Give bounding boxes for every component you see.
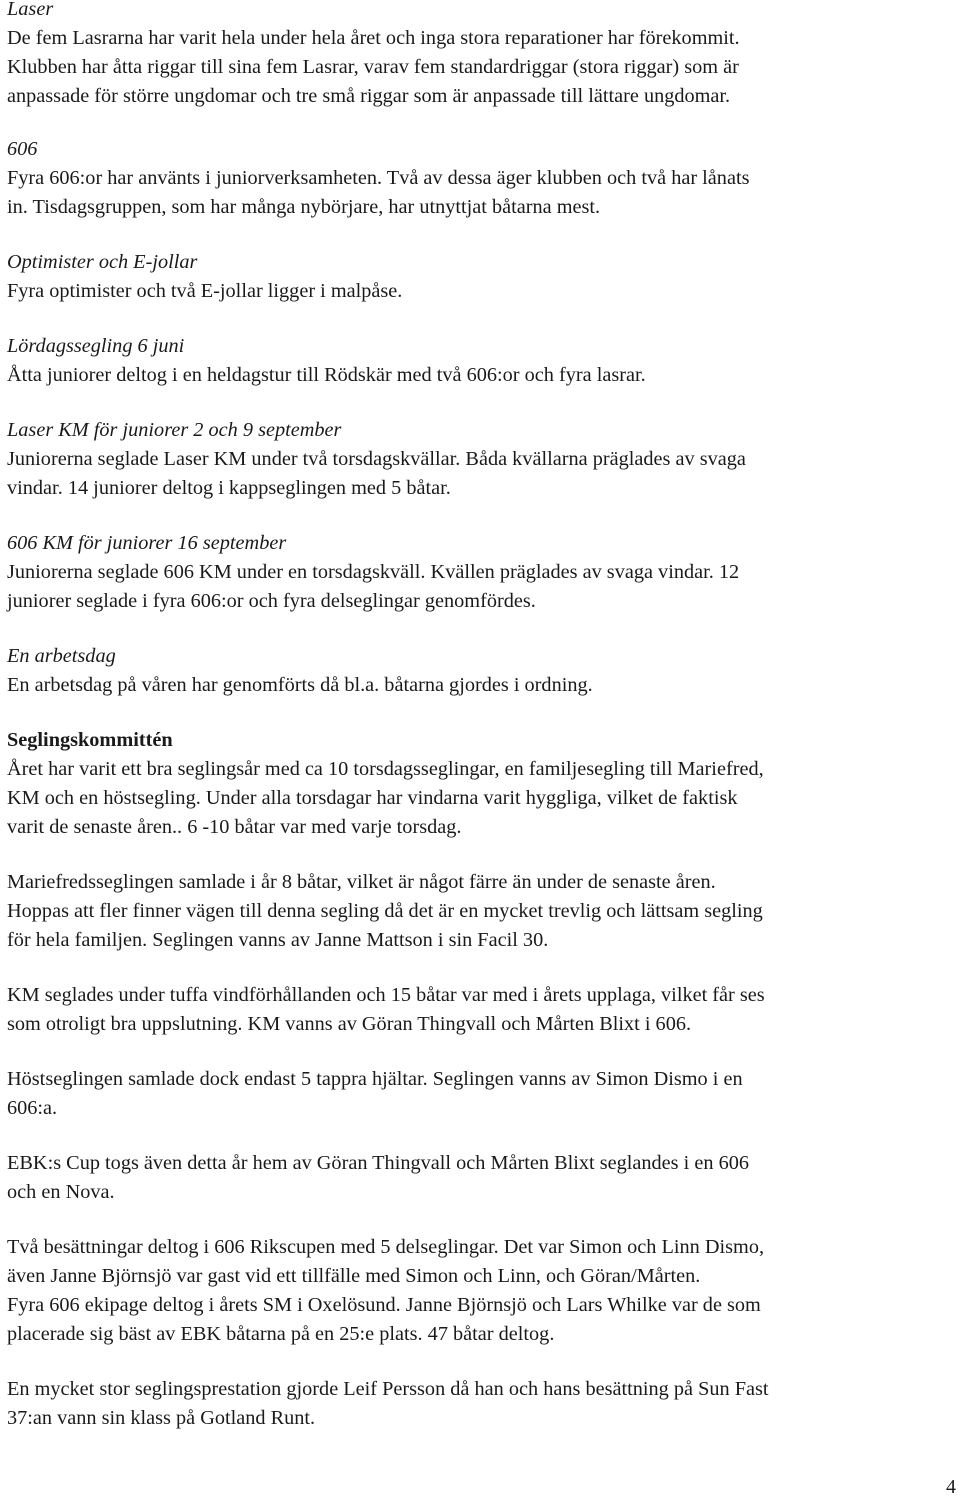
text-line: som otroligt bra uppslutning. KM vanns av Göran Thingvall och Mårten Blixt i 606. <box>7 1013 692 1035</box>
text-line: vindar. 14 juniorer deltog i kappseglingen med 5 båtar. <box>7 477 451 499</box>
text-line: Juniorerna seglade Laser KM under två torsdagskvällar. Båda kvällarna präglades av svaga <box>7 448 746 470</box>
text-line: Två besättningar deltog i 606 Rikscupen med 5 delseglingar. Det var Simon och Linn Dismo, <box>7 1236 765 1258</box>
text-line: anpassade för större ungdomar och tre små riggar som är anpassade till lättare ungdomar. <box>7 85 731 107</box>
section-heading-seglingskommitten: Seglingskommittén <box>7 729 173 751</box>
section-heading-606-km: 606 KM för juniorer 16 september <box>7 532 287 554</box>
text-line: Fyra optimister och två E-jollar ligger i malpåse. <box>7 280 403 302</box>
text-line: varit de senaste åren.. 6 -10 båtar var med varje torsdag. <box>7 816 462 838</box>
text-line: EBK:s Cup togs även detta år hem av Göran Thingvall och Mårten Blixt seglandes i en 606 <box>7 1152 749 1174</box>
text-line: 606:a. <box>7 1097 58 1119</box>
text-line: De fem Lasrarna har varit hela under hela året och inga stora reparationer har förekommit. <box>7 27 740 49</box>
text-line: för hela familjen. Seglingen vanns av Janne Mattson i sin Facil 30. <box>7 929 549 951</box>
text-line: även Janne Björnsjö var gast vid ett tillfälle med Simon och Linn, och Göran/Mårten. <box>7 1265 701 1287</box>
text-line: 37:an vann sin klass på Gotland Runt. <box>7 1407 316 1429</box>
section-heading-arbetsdag: En arbetsdag <box>7 645 116 667</box>
text-line: placerade sig bäst av EBK båtarna på en 25:e plats. 47 båtar deltog. <box>7 1323 555 1345</box>
section-heading-optimister: Optimister och E-jollar <box>7 251 198 273</box>
text-line: juniorer seglade i fyra 606:or och fyra delseglingar genomfördes. <box>7 590 536 612</box>
text-line: KM seglades under tuffa vindförhållanden och 15 båtar var med i årets upplaga, vilket får ses <box>7 984 765 1006</box>
section-heading-laser: Laser <box>7 0 54 20</box>
text-line: Juniorerna seglade 606 KM under en torsdagskväll. Kvällen präglades av svaga vindar. 12 <box>7 561 740 583</box>
section-heading-lordagssegling: Lördagssegling 6 juni <box>7 335 185 357</box>
text-line: Höstseglingen samlade dock endast 5 tappra hjältar. Seglingen vanns av Simon Dismo i en <box>7 1068 743 1090</box>
text-line: in. Tisdagsgruppen, som har många nybörjare, har utnyttjat båtarna mest. <box>7 196 601 218</box>
text-line: En mycket stor seglingsprestation gjorde Leif Persson då han och hans besättning på Sun Fast <box>7 1378 769 1400</box>
section-heading-laser-km: Laser KM för juniorer 2 och 9 september <box>7 419 342 441</box>
text-line: Fyra 606 ekipage deltog i årets SM i Oxelösund. Janne Björnsjö och Lars Whilke var de som <box>7 1294 761 1316</box>
text-line: och en Nova. <box>7 1181 115 1203</box>
text-line: Året har varit ett bra seglingsår med ca 10 torsdagsseglingar, en familjesegling till Mariefred, <box>7 758 764 780</box>
text-line: Fyra 606:or har använts i juniorverksamheten. Två av dessa äger klubben och två har lånats <box>7 167 750 189</box>
document-page <box>7 0 955 1433</box>
section-heading-606: 606 <box>7 138 38 160</box>
text-line: Klubben har åtta riggar till sina fem Lasrar, varav fem standardriggar (stora riggar) som är <box>7 56 739 78</box>
text-line: Mariefredsseglingen samlade i år 8 båtar, vilket är något färre än under de senaste åren. <box>7 871 716 893</box>
page-number: 4 <box>946 1476 956 1498</box>
text-line: Hoppas att fler finner vägen till denna segling då det är en mycket trevlig och lättsam segling <box>7 900 763 922</box>
text-line: KM och en höstsegling. Under alla torsdagar har vindarna varit hyggliga, vilket de faktisk <box>7 787 738 809</box>
text-line: Åtta juniorer deltog i en heldagstur till Rödskär med två 606:or och fyra lasrar. <box>7 364 646 386</box>
text-line: En arbetsdag på våren har genomförts då bl.a. båtarna gjordes i ordning. <box>7 674 593 696</box>
